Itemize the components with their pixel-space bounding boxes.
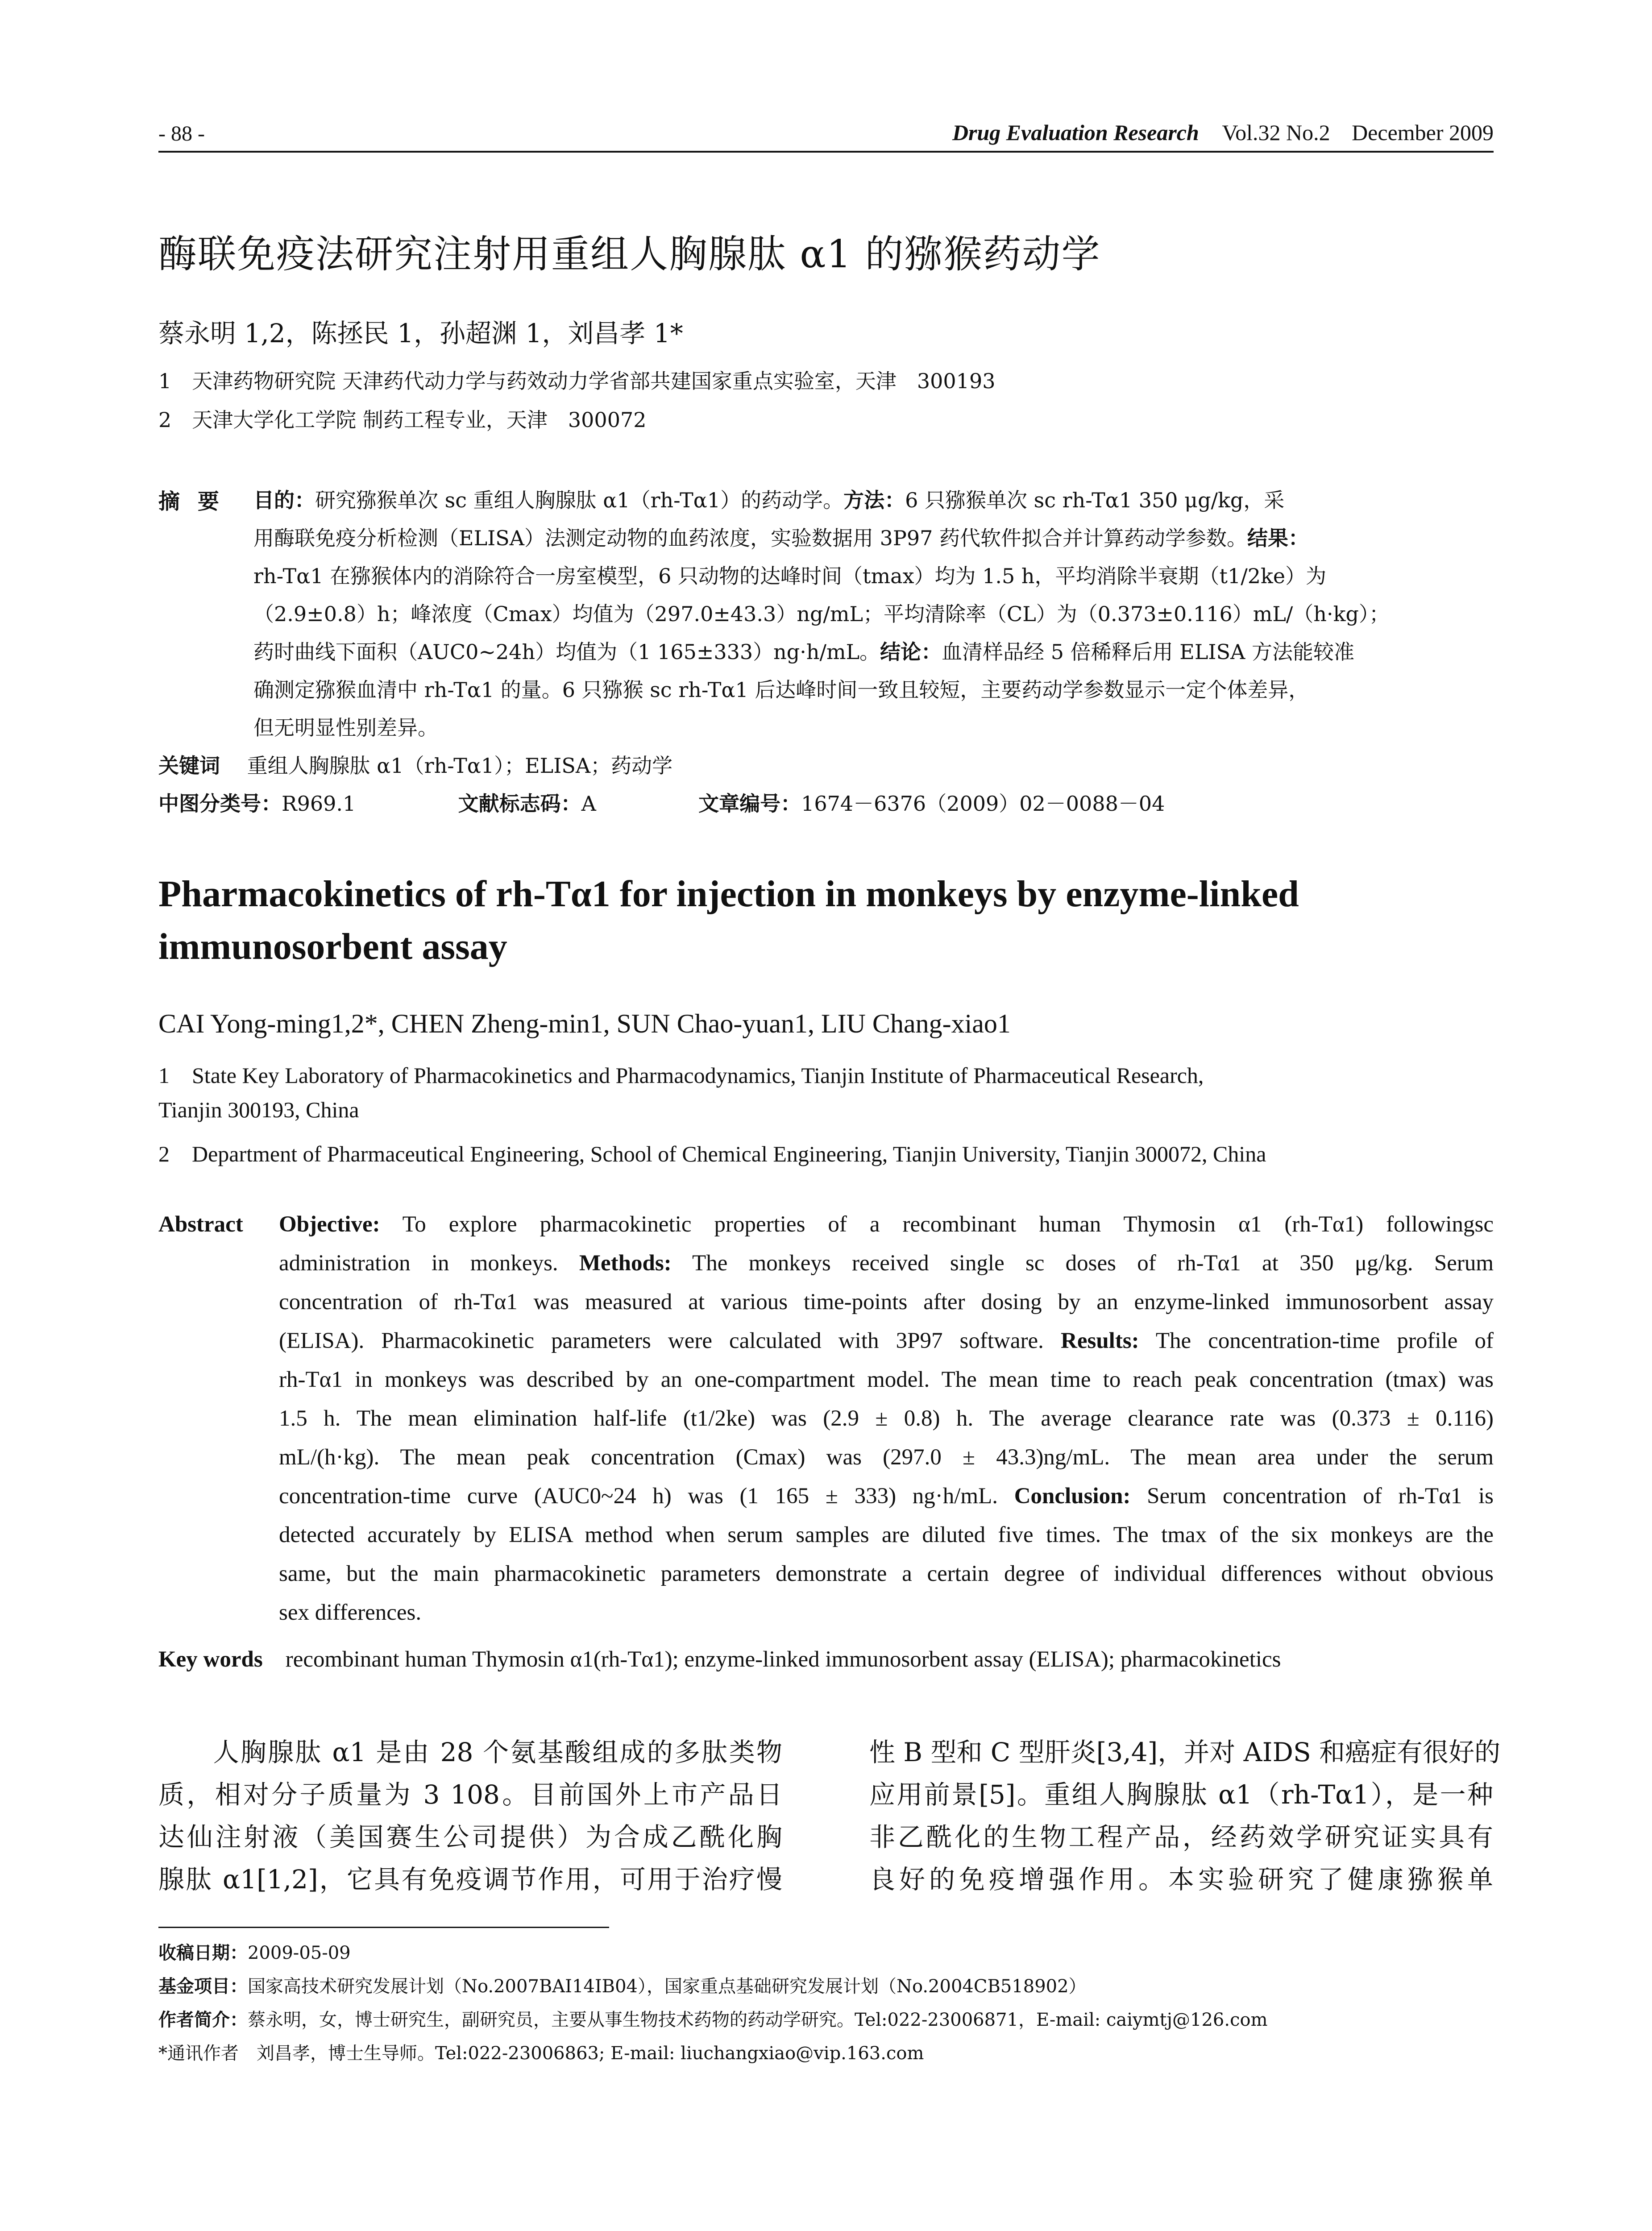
body-text-line: 良好的免疫增强作用。本实验研究了健康猕猴单: [869, 1864, 1493, 1895]
en-abstract-line: same, but the main pharmacokinetic parameters demonstrate a certain degree of individual differences without obvious: [279, 1561, 1494, 1586]
page-number: - 88 -: [158, 122, 205, 145]
cn-abstract-line: 确测定猕猴血清中 rh-Tα1 的量。6 只猕猴 sc rh-Tα1 后达峰时间一致且较短，主要药动学参数显示一定个体差异，: [253, 678, 1309, 702]
footnote-rule: [158, 1927, 609, 1928]
received-date: 2009-05-09: [248, 1943, 351, 1963]
body-text-line: 性 B 型和 C 型肝炎[3,4]，并对 AIDS 和癌症有很好的: [869, 1737, 1501, 1767]
doc-code-label: 文献标志码：: [458, 792, 581, 816]
cn-abstract-line: 目的：研究猕猴单次 sc 重组人胸腺肽 α1（rh-Tα1）的药动学。方法：6 只猕猴单次 sc rh-Tα1 350 μg/kg，采: [253, 488, 1285, 512]
author-bio-text: 蔡永明，女，博士研究生，副研究员，主要从事生物技术药物的药动学研究。Tel:022-23006871，E-mail: caiymtj@126.com: [248, 2010, 1268, 2030]
cn-affiliation-1: 1 天津药物研究院 天津药代动力学与药效动力学省部共建国家重点实验室，天津 300193: [158, 369, 996, 393]
en-abstract-line: sex differences.: [279, 1600, 422, 1625]
en-affiliation-1-cont: Tianjin 300193, China: [158, 1097, 359, 1122]
footnote-received: [158, 1939, 351, 1964]
class-value: R969.1: [282, 792, 356, 816]
cn-classification-row: [158, 788, 1165, 817]
en-title: Pharmacokinetics of rh-Tα1 for injection in monkeys by enzyme-linked immunosorbent assay: [158, 873, 1299, 967]
article-no-label: 文章编号：: [698, 792, 801, 816]
body-text-line: 达仙注射液（美国赛生公司提供）为合成乙酰化胸: [158, 1822, 782, 1852]
cn-abstract-line: （2.9±0.8）h；峰浓度（Cmax）均值为（297.0±43.3）ng/mL；平均清除率（CL）为（0.373±0.116）mL/（h·kg）；: [253, 602, 1390, 626]
cn-abstract-label: 摘要: [158, 489, 237, 514]
en-keywords-label: Key words: [158, 1647, 263, 1672]
en-affiliation-1: 1 State Key Laboratory of Pharmacokinetics and Pharmacodynamics, Tianjin Institute of Pharmaceutical Research,: [158, 1063, 1204, 1088]
footnote-fund: [158, 1972, 1087, 1998]
running-header: [952, 120, 1494, 145]
cn-keywords: [158, 750, 672, 779]
en-affiliation-2: 2 Department of Pharmaceutical Engineering, School of Chemical Engineering, Tianjin University, Tianjin 300072, China: [158, 1141, 1266, 1166]
en-abstract-line: (ELISA). Pharmacokinetic parameters were calculated with 3P97 software. Results: The concentration-time profile of: [279, 1328, 1494, 1353]
cn-abstract-line: rh-Tα1 在猕猴体内的消除符合一房室模型，6 只动物的达峰时间（tmax）均为 1.5 h，平均消除半衰期（t1/2ke）为: [253, 564, 1327, 588]
cn-title: 酶联免疫法研究注射用重组人胸腺肽 α1 的猕猴药动学: [158, 232, 1101, 277]
en-abstract-line: Objective: To explore pharmacokinetic properties of a recombinant human Thymosin α1 (rh-Tα1) followingsc: [279, 1212, 1494, 1237]
fund-label: 基金项目：: [158, 1976, 248, 1997]
en-authors: CAI Yong-ming1,2*, CHEN Zheng-min1, SUN Chao-yuan1, LIU Chang-xiao1: [158, 1009, 1011, 1038]
footnote-corresponding: *通讯作者 刘昌孝，博士生导师。Tel:022-23006863; E-mail: liuchangxiao@vip.163.com: [158, 2043, 924, 2064]
en-abstract-line: administration in monkeys. Methods: The monkeys received single sc doses of rh-Tα1 at 350 μg/kg. Serum: [279, 1251, 1494, 1276]
body-text-line: 非乙酰化的生物工程产品，经药效学研究证实具有: [869, 1822, 1493, 1852]
en-abstract-line: mL/(h·kg). The mean peak concentration (Cmax) was (297.0 ± 43.3)ng/mL. The mean area under the serum: [279, 1445, 1494, 1470]
cn-abstract-line: 但无明显性别差异。: [253, 716, 438, 740]
author-bio-label: 作者简介：: [158, 2009, 248, 2030]
doc-code-value: A: [581, 792, 596, 816]
class-label: 中图分类号：: [158, 792, 282, 816]
en-abstract-label: Abstract: [158, 1212, 243, 1237]
en-keywords: [158, 1646, 1281, 1672]
body-text-line: 质，相对分子质量为 3 108。目前国外上市产品日: [158, 1779, 782, 1810]
body-text-line: 人胸腺肽 α1 是由 28 个氨基酸组成的多肽类物: [158, 1737, 782, 1767]
journal-name: Drug Evaluation Research: [952, 120, 1199, 145]
body-text-line: 应用前景[5]。重组人胸腺肽 α1（rh-Tα1），是一种: [869, 1779, 1493, 1810]
cn-keywords-value: 重组人胸腺肽 α1（rh-Tα1）；ELISA；药动学: [247, 754, 673, 778]
en-abstract-line: detected accurately by ELISA method when serum samples are diluted five times. The tmax of the six monkeys are the: [279, 1522, 1494, 1547]
journal-date: December 2009: [1352, 120, 1494, 145]
body-text-line: 腺肽 α1[1,2]，它具有免疫调节作用，可用于治疗慢: [158, 1864, 782, 1895]
header-rule: [158, 151, 1494, 153]
en-abstract-line: concentration of rh-Tα1 was measured at various time-points after dosing by an enzyme-linked immunosorbent assay: [279, 1290, 1494, 1315]
en-abstract-line: rh-Tα1 in monkeys was described by an one-compartment model. The mean time to reach peak concentration (tmax) was: [279, 1367, 1494, 1392]
en-abstract-line: concentration-time curve (AUC0~24 h) was (1 165 ± 333) ng·h/mL. Conclusion: Serum concentration of rh-Tα1 is: [279, 1484, 1494, 1509]
fund-text: 国家高技术研究发展计划（No.2007BAI14IB04），国家重点基础研究发展计划（No.2004CB518902）: [248, 1976, 1087, 1997]
journal-volume: Vol.32 No.2: [1222, 120, 1330, 145]
cn-abstract-line: 药时曲线下面积（AUC0~24h）均值为（1 165±333）ng·h/mL。结论：血清样品经 5 倍稀释后用 ELISA 方法能较准: [253, 640, 1354, 664]
footnote-author: [158, 2006, 1268, 2031]
cn-keywords-label: 关键词: [158, 754, 220, 778]
cn-authors: 蔡永明 1,2，陈拯民 1，孙超渊 1，刘昌孝 1*: [158, 318, 683, 348]
en-keywords-value: recombinant human Thymosin α1(rh-Tα1); enzyme-linked immunosorbent assay (ELISA); pharmacokinetics: [285, 1647, 1281, 1672]
cn-affiliation-2: 2 天津大学化工学院 制药工程专业，天津 300072: [158, 408, 647, 432]
cn-abstract-line: 用酶联免疫分析检测（ELISA）法测定动物的血药浓度，实验数据用 3P97 药代软件拟合并计算药动学参数。结果：: [253, 526, 1309, 550]
article-no-value: 1674－6376（2009）02－0088－04: [801, 792, 1165, 816]
en-abstract-line: 1.5 h. The mean elimination half-life (t1/2ke) was (2.9 ± 0.8) h. The average clearance rate was (0.373 ± 0.116): [279, 1406, 1494, 1431]
received-label: 收稿日期：: [158, 1942, 248, 1963]
